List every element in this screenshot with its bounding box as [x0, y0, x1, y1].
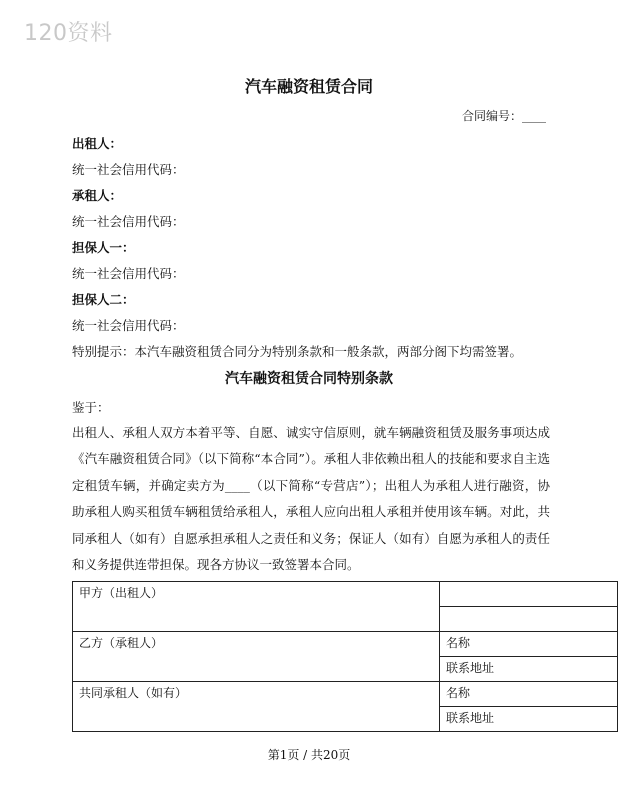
page-footer: 第1页 / 共20页 — [267, 748, 351, 762]
party-credit-code: 统一社会信用代码： — [72, 214, 185, 229]
address-cell: 联系地址 — [440, 657, 618, 682]
whereas-label: 鉴于： — [72, 400, 110, 415]
name-cell: 名称 — [440, 632, 618, 657]
parties-table — [72, 581, 618, 732]
preamble-paragraph: 出租人、承租人双方本着平等、自愿、诚实守信原则，就车辆融资租赁及服务事项达成《汽车融资租赁合同》（以下简称“本合同”）。承租人非依赖出租人的技能和要求自主选定租赁车辆，并确定卖方为____（以下简称“专营店”）；出租人为承租人进行融资，协助承租人购买租赁车辆租赁给承租人，承租人应向出租人承租并使用该车辆。对此，共同承租人（如有）自愿承担承租人之责任和义务；保证人（如有）自愿为承租人的责任和义务提供连带担保。现各方协议一致签署本合同。 — [72, 425, 550, 573]
contract-number: 合同编号：____ — [461, 109, 546, 123]
table-row — [73, 582, 618, 607]
document-title: 汽车融资租赁合同 — [244, 77, 373, 96]
table-cell — [440, 582, 618, 607]
co-lessee-cell: 共同承租人（如有） — [73, 682, 440, 732]
party-role-lessee: 承租人： — [72, 188, 123, 203]
section-title: 汽车融资租赁合同特别条款 — [225, 371, 393, 387]
party-role-guarantor-2: 担保人二： — [72, 292, 135, 307]
lessee-cell: 乙方（承租人） — [73, 632, 440, 682]
party-role-lessor: 出租人： — [72, 136, 123, 151]
special-notice: 特别提示：本汽车融资租赁合同分为特别条款和一般条款，两部分阁下均需签署。 — [72, 344, 523, 359]
party-credit-code: 统一社会信用代码： — [72, 318, 185, 333]
table-cell — [440, 607, 618, 632]
address-cell: 联系地址 — [440, 707, 618, 732]
party-credit-code: 统一社会信用代码： — [72, 266, 185, 281]
watermark: 120资料 — [24, 21, 113, 46]
party-role-guarantor-1: 担保人一： — [72, 240, 135, 255]
party-credit-code: 统一社会信用代码： — [72, 162, 185, 177]
name-cell: 名称 — [440, 682, 618, 707]
lessor-cell: 甲方（出租人） — [73, 582, 440, 632]
table-row — [73, 682, 618, 707]
table-row — [73, 632, 618, 657]
